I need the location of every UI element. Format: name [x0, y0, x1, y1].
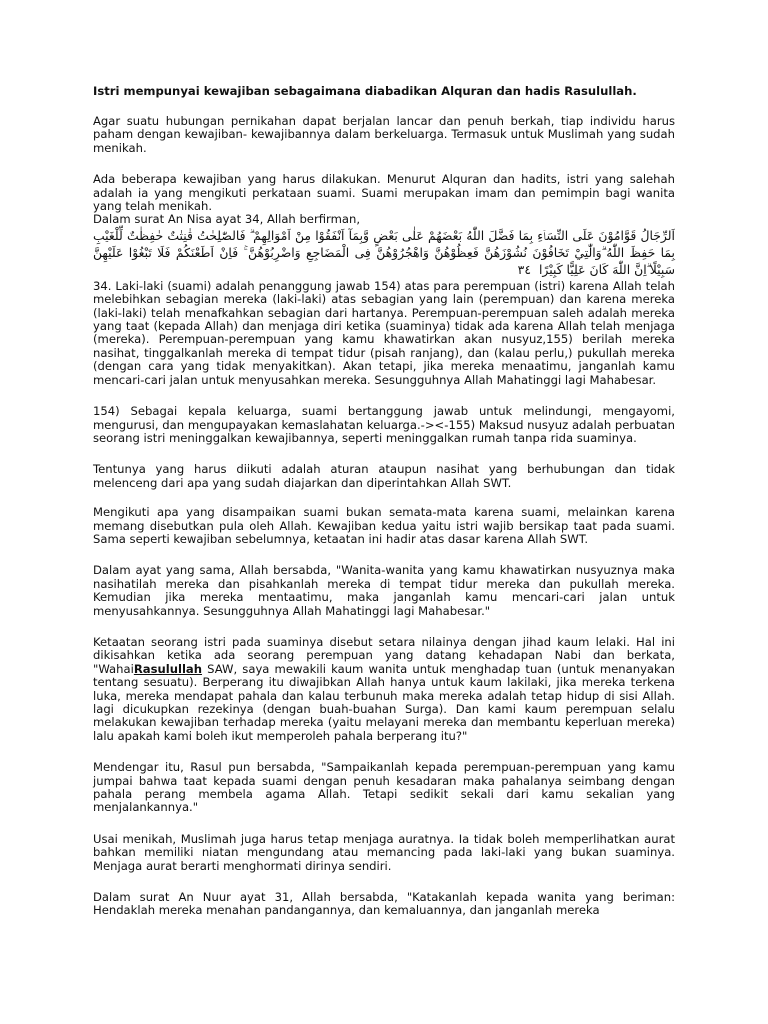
paragraph-advice: Tentunya yang harus diikuti adalah aturan ataupun nasihat yang berhubungan dan tidak melenceng dari apa yang sudah diajarkan dan diperintahkan Allah SWT. [93, 462, 675, 490]
paragraph-footnotes: 154) Sebagai kepala keluarga, suami bertanggung jawab untuk melindungi, mengayomi, mengurusi, dan mengupayakan kemaslahatan keluarga.-><-155) Maksud nusyuz adalah perbuatan seorang istri meninggalkan kewajibannya, seperti meninggalkan rumah tanpa rida suaminya. [93, 404, 675, 445]
jihad-text-start: Ketaatan seorang istri pada suaminya disebut setara nilainya dengan jihad kaum lelaki. Hal ini dikisahkan ketika ada seorang perempuan yang datang kehadapan Nabi dan berkata, "Wahai [93, 634, 675, 676]
arabic-verse-text: اَلرِّجَالُ قَوَّامُوْنَ عَلَى النِّسَاۤءِ بِمَا فَضَّلَ اللّٰهُ بَعْضَهُمْ عَلٰى بَعْضٍ وَّبِمَآ اَنْفَقُوْا مِنْ اَمْوَالِهِمْ ۗ فَالصّٰلِحٰتُ قٰنِتٰتٌ حٰفِظٰتٌ لِّلْغَيْبِ بِمَا حَفِظَ اللّٰهُ ۗوَالّٰتِيْ تَخَافُوْنَ نُشُوْزَهُنَّ فَعِظُوْهُنَّ وَاهْجُرُوْهُنَّ فِى الْمَضَاجِعِ وَاضْرِبُوْهُنَّ ۚ فَاِنْ اَطَعْنَكُمْ فَلَا تَبْغُوْا عَلَيْهِنَّ سَبِيْلًا ۗاِنَّ اللّٰهَ كَانَ عَلِيًّا كَبِيْرًا [93, 227, 675, 277]
paragraph-translation: 34. Laki-laki (suami) adalah penanggung jawab 154) atas para perempuan (istri) karena Allah telah melebihkan sebagian mereka (laki-laki) atas sebagian yang lain (perempuan) dan karena mereka (laki-laki) telah menafkahkan sebagian dari hartanya. Perempuan-perempuan saleh adalah mereka yang taat (kepada Allah) dan menjaga diri ketika (suaminya) tidak ada karena Allah telah menjaga (mereka). Perempuan-perempuan yang kamu khawatirkan akan nusyuz,155) berilah mereka nasihat, tinggalkanlah mereka di tempat tidur (pisah ranjang), dan (kalau perlu,) pukullah mereka (dengan cara yang tidak menyakitkan). Akan tetapi, jika mereka menaatimu, janganlah kamu mencari-cari jalan untuk menyusahkan mereka. Sesungguhnya Allah Mahatinggi lagi Mahabesar. [93, 278, 675, 387]
arabic-verse [93, 227, 675, 278]
paragraph-obligations: Ada beberapa kewajiban yang harus dilakukan. Menurut Alquran dan hadits, istri yang salehah adalah ia yang mengikuti perkataan suami. Suami merupakan imam dan pemimpin bagi wanita yang telah menikah. [93, 172, 675, 214]
paragraph-surah-intro: Dalam surat An Nisa ayat 34, Allah berfirman, [93, 212, 361, 227]
paragraph-aurat: Usai menikah, Muslimah juga harus tetap menjaga auratnya. Ia tidak boleh memperlihatkan aurat bahkan memiliki niatan mengundang atau memancing pada laki-laki yang bukan suaminya. Menjaga aurat berarti menghormati dirinya sendiri. [93, 831, 675, 873]
paragraph-an-nuur: Dalam surat An Nuur ayat 31, Allah bersabda, "Katakanlah kepada wanita yang beriman: Hendaklah mereka menahan pandangannya, dan kemaluannya, dan janganlah mereka [93, 890, 675, 918]
paragraph-intro: Agar suatu hubungan pernikahan dapat berjalan lancar dan penuh berkah, tiap individu harus paham dengan kewajiban- kewajibannya dalam berkeluarga. Termasuk untuk Muslimah yang sudah menikah. [93, 114, 675, 155]
rasulullah-link[interactable]: Rasulullah [133, 661, 203, 676]
document-title: Istri mempunyai kewajiban sebagaimana diabadikan Alquran dan hadis Rasulullah. [93, 84, 637, 98]
ayah-number: ٣٤ [517, 261, 531, 277]
paragraph-verse-quote: Dalam ayat yang sama, Allah bersabda, "Wanita-wanita yang kamu khawatirkan nusyuznya maka nasihatilah mereka dan pisahkanlah mereka di tempat tidur mereka dan pukullah mereka. Kemudian jika mereka mentaatimu, maka janganlah kamu mencari-cari jalan untuk menyusahkannya. Sesungguhnya Allah Mahatinggi lagi Mahabesar." [93, 563, 675, 618]
jihad-text-end: SAW, saya mewakili kaum wanita untuk menghadap tuan (untuk menanyakan tentang sesuatu). Berperang itu diwajibkan Allah hanya untuk kaum lakilaki, jika mereka terkena luka, mereka mendapat pahala dan kalau terbunuh maka mereka adalah tetap hidup di sisi Allah. lagi dicukupkan rezekinya (dengan buah-buahan Surga). Dan kami kaum perempuan selalu melakukan kewajiban terhadap mereka (yaitu melayani mereka dan membantu keperluan mereka) lalu apakah kami boleh ikut memperoleh pahala berperang itu?" [93, 661, 675, 743]
paragraph-rasul-reply: Mendengar itu, Rasul pun bersabda, "Sampaikanlah kepada perempuan-perempuan yang kamu jumpai bahwa taat kepada suami dengan penuh kesadaran maka pahalanya seimbang dengan pahala perang membela agama Allah. Tetapi sedikit sekali dari kamu sekalian yang menjalankannya." [93, 760, 675, 815]
paragraph-jihad [93, 636, 675, 743]
paragraph-obey: Mengikuti apa yang disampaikan suami bukan semata-mata karena suami, melainkan karena memang disebutkan pula oleh Allah. Kewajiban kedua yaitu istri wajib bersikap taat pada suami. Sama seperti kewajiban sebelumnya, ketaatan ini hadir atas dasar karena Allah SWT. [93, 505, 675, 546]
